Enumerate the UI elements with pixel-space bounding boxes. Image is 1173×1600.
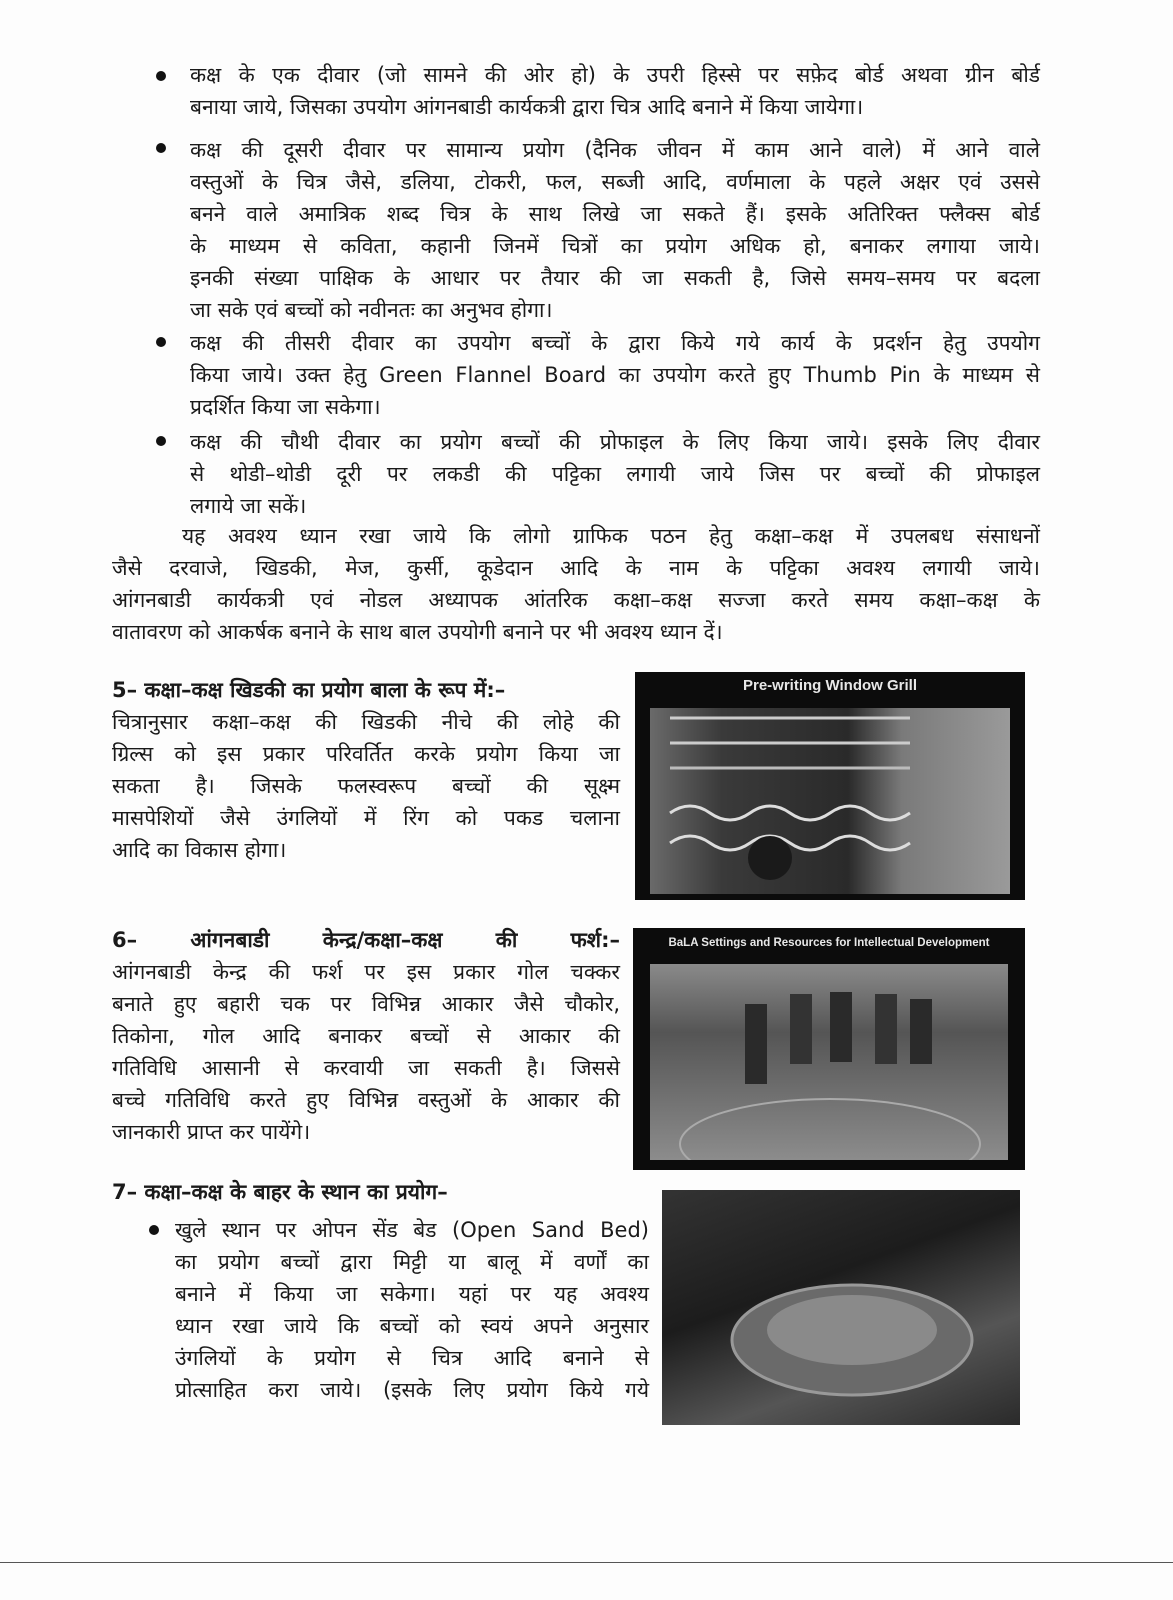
text-line: प्रदर्शित किया जा सकेगा। bbox=[190, 395, 381, 419]
children-drawing bbox=[650, 964, 1008, 1160]
section-6-body bbox=[112, 956, 620, 1148]
text-line: सकता है। जिसके फलस्वरूप बच्चों की सूक्ष्म bbox=[112, 774, 620, 798]
text-line: कक्ष की चौथी दीवार का प्रयोग बच्चों की प्रोफाइल के लिए किया जाये। इसके लिए दीवार bbox=[190, 430, 1040, 454]
text-line: यह अवश्य ध्यान रखा जाये कि लोगो ग्राफिक पठन हेतु कक्षा–कक्ष में उपलबध संसाधनों bbox=[182, 524, 1040, 548]
text-line: इनकी संख्या पाक्षिक के आधार पर तैयार की जा सकती है, जिसे समय–समय पर बदला bbox=[190, 266, 1040, 290]
text-line: कक्ष की दूसरी दीवार पर सामान्य प्रयोग (दैनिक जीवन में काम आने वाले) में आने वाले bbox=[190, 138, 1040, 162]
sand-bed-photo bbox=[662, 1190, 1020, 1425]
section-7-body bbox=[175, 1214, 649, 1406]
section-6-heading-block bbox=[112, 924, 620, 956]
bullet-item-third-wall bbox=[190, 327, 1040, 423]
text-line: जैसे दरवाजे, खिडकी, मेज, कुर्सी, कूडेदान आदि के नाम के पट्टिका अवश्य लगायी जाये। bbox=[112, 556, 1040, 580]
text-line: खुले स्थान पर ओपन सेंड बेड (Open Sand Bed) bbox=[175, 1218, 649, 1242]
text-line: ग्रिल्स को इस प्रकार परिवर्तित करके प्रयोग किया जा bbox=[112, 742, 620, 766]
text-line: बनाते हुए बहारी चक पर विभिन्न आकार जैसे चौकोर, bbox=[112, 992, 620, 1016]
text-line: आंगनबाडी केन्द्र की फर्श पर इस प्रकार गोल चक्कर bbox=[112, 960, 620, 984]
text-line: वातावरण को आकर्षक बनाने के साथ बाल उपयोगी बनाने पर भी अवश्य ध्यान दें। bbox=[112, 620, 723, 644]
bullet-icon bbox=[156, 436, 166, 446]
text-line: के माध्यम से कविता, कहानी जिनमें चित्रों का प्रयोग अधिक हो, बनाकर लगाया जाये। bbox=[190, 234, 1040, 258]
bullet-item-second-wall bbox=[190, 134, 1040, 326]
bullet-item-front-wall bbox=[190, 59, 1040, 123]
text-line: बनाया जाये, जिसका उपयोग आंगनबाडी कार्यकत्री द्वारा चित्र आदि बनाने में किया जायेगा। bbox=[190, 95, 864, 119]
text-line: उंगलियों के प्रयोग से चित्र आदि बनाने से bbox=[175, 1346, 649, 1370]
window-grill-photo bbox=[635, 672, 1025, 900]
text-line: कक्ष के एक दीवार (जो सामने की ओर हो) के उपरी हिस्से पर सफ़ेद बोर्ड अथवा ग्रीन बोर्ड bbox=[190, 63, 1040, 87]
text-line: जानकारी प्राप्त कर पायेंगे। bbox=[112, 1120, 311, 1144]
bullet-icon bbox=[156, 143, 166, 153]
text-line: कक्ष की तीसरी दीवार का उपयोग बच्चों के द्वारा किये गये कार्य के प्रदर्शन हेतु उपयोग bbox=[190, 331, 1040, 355]
text-line: चित्रानुसार कक्षा–कक्ष की खिडकी नीचे की लोहे की bbox=[112, 710, 620, 734]
text-line: मासपेशियों जैसे उंगलियों में रिंग को पकड चलाना bbox=[112, 806, 620, 830]
photo-caption: Pre-writing Window Grill bbox=[742, 677, 918, 694]
text-line: बच्चे गतिविधि करते हुए विभिन्न वस्तुओं के आकार की bbox=[112, 1088, 620, 1112]
text-line: जा सके एवं बच्चों को नवीनतः का अनुभव होगा। bbox=[190, 298, 553, 322]
text-line: लगाये जा सकें। bbox=[190, 494, 307, 518]
bullet-icon bbox=[156, 71, 166, 81]
section-heading: 5– कक्षा–कक्ष खिडकी का प्रयोग बाला के रूप में:– bbox=[112, 678, 506, 702]
text-line: आदि का विकास होगा। bbox=[112, 838, 287, 862]
floor-activity-photo bbox=[633, 928, 1025, 1170]
section-5-heading-block bbox=[112, 674, 620, 706]
text-line: तिकोना, गोल आदि बनाकर बच्चों से आकार की bbox=[112, 1024, 620, 1048]
text-line: किया जाये। उक्त हेतु Green Flannel Board का उपयोग करते हुए Thumb Pin के माध्यम से bbox=[190, 363, 1040, 387]
photo-caption: BaLA Settings and Resources for Intellectual Development bbox=[668, 937, 990, 949]
section-heading: 6– आंगनबाडी केन्द्र/कक्षा–कक्ष की फर्श:– bbox=[112, 928, 620, 952]
note-paragraph bbox=[112, 520, 1040, 648]
text-line: ध्यान रखा जाये कि बच्चों को स्वयं अपने अनुसार bbox=[175, 1314, 649, 1338]
sand-bed-drawing bbox=[662, 1190, 1020, 1425]
text-line: का प्रयोग बच्चों द्वारा मिट्टी या बालू में वर्णों का bbox=[175, 1250, 649, 1274]
section-7-heading-block bbox=[112, 1176, 652, 1208]
floor-activity-image bbox=[650, 964, 1008, 1160]
bullet-icon bbox=[149, 1225, 159, 1235]
text-line: बनने वाले अमात्रिक शब्द चित्र के साथ लिखे जा सकते हैं। इसके अतिरिक्त फ्लैक्स बोर्ड bbox=[190, 202, 1040, 226]
text-line: गतिविधि आसानी से करवायी जा सकती है। जिससे bbox=[112, 1056, 620, 1080]
text-line: वस्तुओं के चित्र जैसे, डलिया, टोकरी, फल, सब्जी आदि, वर्णमाला के पहले अक्षर एवं उससे bbox=[190, 170, 1040, 194]
bullet-item-fourth-wall bbox=[190, 426, 1040, 522]
text-line: से थोडी–थोडी दूरी पर लकडी की पट्टिका लगायी जाये जिस पर बच्चों की प्रोफाइल bbox=[190, 462, 1040, 486]
section-heading: 7– कक्षा–कक्ष के बाहर के स्थान का प्रयोग– bbox=[112, 1180, 448, 1204]
bullet-icon bbox=[156, 337, 166, 347]
window-grill-image bbox=[650, 708, 1010, 894]
text-line: आंगनबाडी कार्यकत्री एवं नोडल अध्यापक आंतरिक कक्षा–कक्ष सज्जा करते समय कक्षा–कक्ष के bbox=[112, 588, 1040, 612]
section-5-body bbox=[112, 706, 620, 866]
page-bottom-rule bbox=[0, 1562, 1173, 1563]
grill-drawing bbox=[650, 708, 1010, 894]
text-line: बनाने में किया जा सकेगा। यहां पर यह अवश्य bbox=[175, 1282, 649, 1306]
text-line: प्रोत्साहित करा जाये। (इसके लिए प्रयोग किये गये bbox=[175, 1378, 649, 1402]
